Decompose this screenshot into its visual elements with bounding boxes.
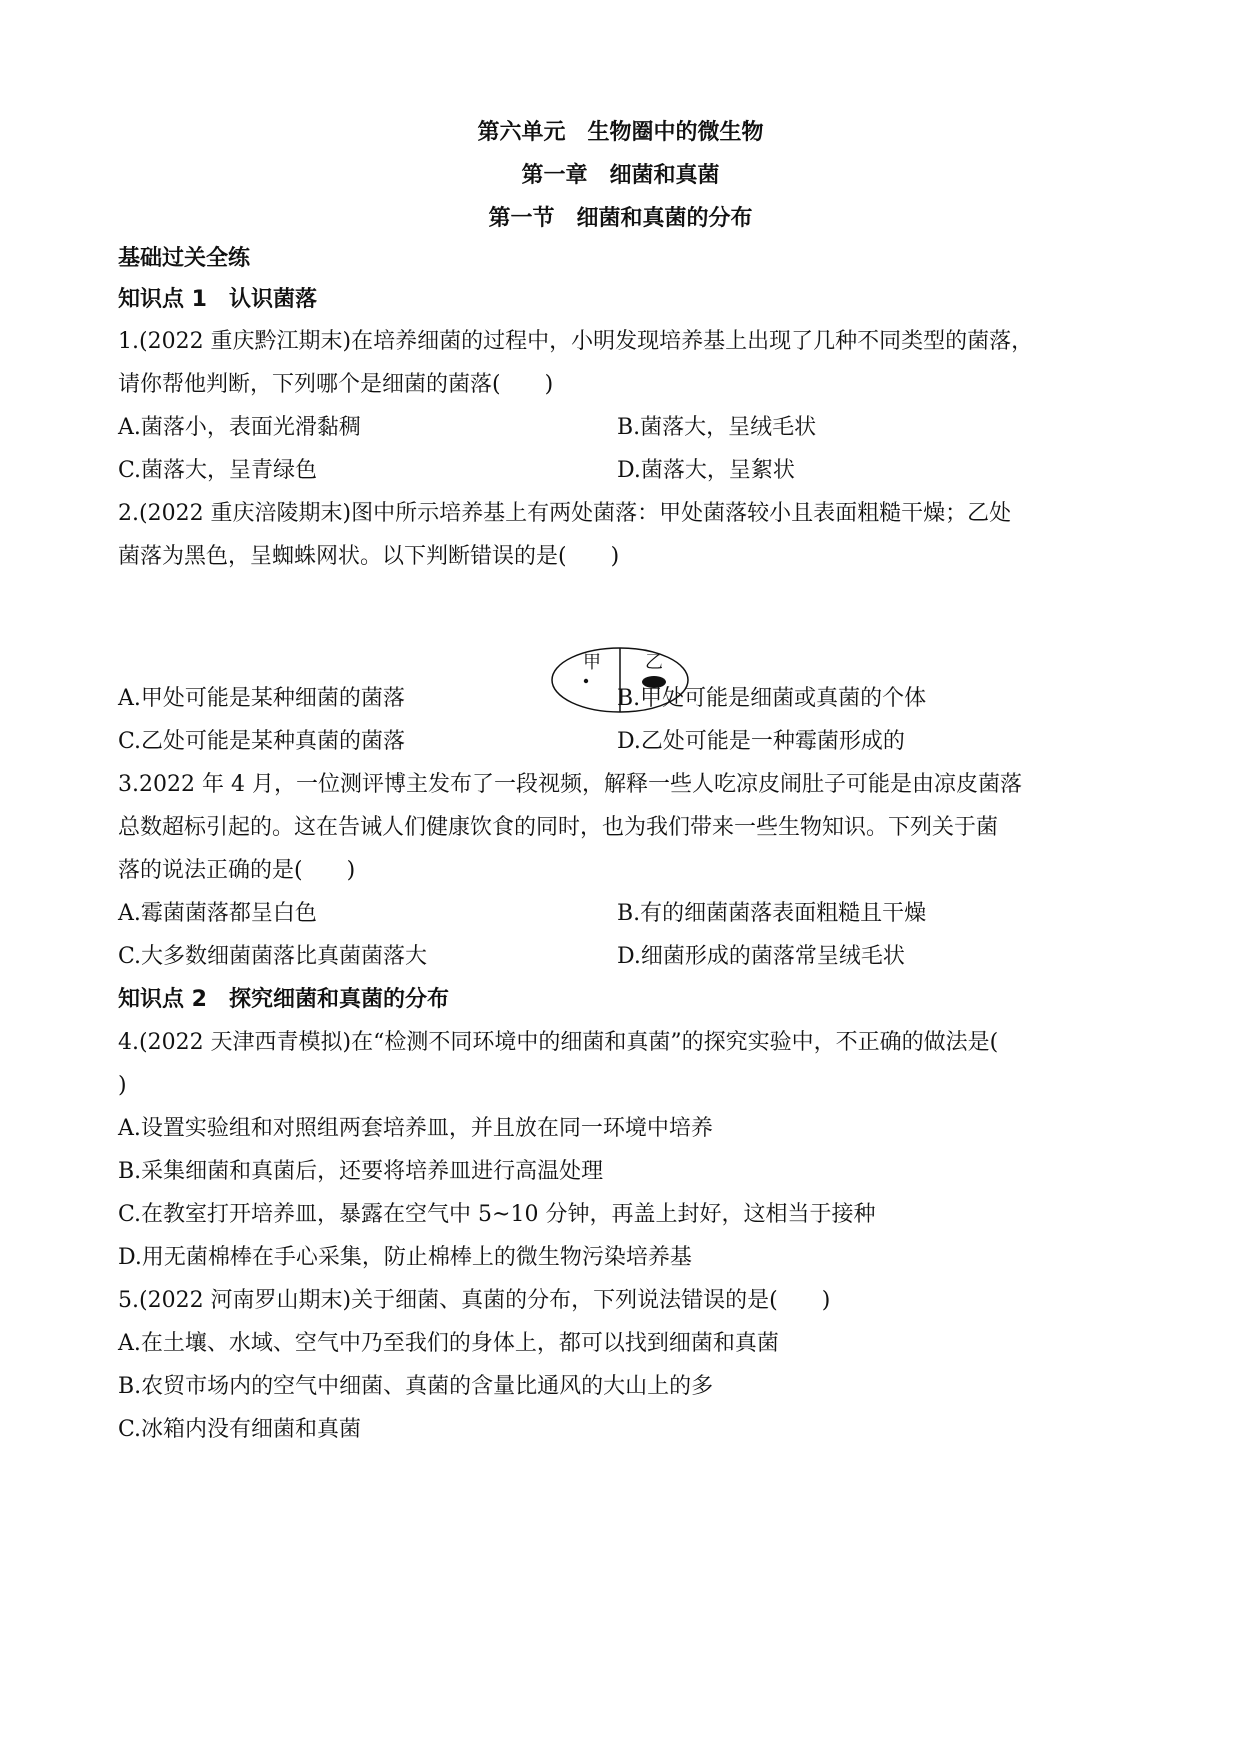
q4-option-d: D.用无菌棉棒在手心采集，防止棉棒上的微生物污染培养基 xyxy=(118,1245,692,1270)
q2-option-b: B.甲处可能是细菌或真菌的个体 xyxy=(617,686,927,711)
q2-option-c: C.乙处可能是某种真菌的菌落 xyxy=(118,729,406,754)
colony-jia xyxy=(584,679,588,683)
knowledge-point-1: 知识点 1 认识菌落 xyxy=(118,287,317,312)
q3-option-a: A.霉菌菌落都呈白色 xyxy=(118,901,317,926)
q5-option-b: B.农贸市场内的空气中细菌、真菌的含量比通风的大山上的多 xyxy=(118,1374,714,1399)
q1-option-d: D.菌落大，呈絮状 xyxy=(617,458,795,483)
q4-stem-line1: 4.(2022 天津西青模拟)在“检测不同环境中的细菌和真菌”的探究实验中，不正确的做法是( xyxy=(118,1030,999,1055)
knowledge-point-2: 知识点 2 探究细菌和真菌的分布 xyxy=(118,987,449,1012)
q1-option-b: B.菌落大，呈绒毛状 xyxy=(617,415,817,440)
q5-stem-line1: 5.(2022 河南罗山期末)关于细菌、真菌的分布，下列说法错误的是( ) xyxy=(118,1288,831,1313)
q4-stem-line2: ) xyxy=(118,1073,127,1098)
figure-label-yi: 乙 xyxy=(645,652,663,673)
practice-heading: 基础过关全练 xyxy=(118,246,251,271)
q2-stem-line1: 2.(2022 重庆涪陵期末)图中所示培养基上有两处菌落：甲处菌落较小且表面粗糙干燥；乙处 xyxy=(118,501,1012,526)
q3-stem-line2: 总数超标引起的。这在告诫人们健康饮食的同时，也为我们带来一些生物知识。下列关于菌 xyxy=(118,815,999,840)
q4-option-c: C.在教室打开培养皿，暴露在空气中 5~10 分钟，再盖上封好，这相当于接种 xyxy=(118,1202,876,1227)
q1-stem-line1: 1.(2022 重庆黔江期末)在培养细菌的过程中，小明发现培养基上出现了几种不同类型的菌落， xyxy=(118,329,1034,354)
q1-stem-line2: 请你帮他判断，下列哪个是细菌的菌落( ) xyxy=(118,372,554,397)
section-title: 第一节 细菌和真菌的分布 xyxy=(488,206,753,231)
q2-stem-line2: 菌落为黑色，呈蜘蛛网状。以下判断错误的是( ) xyxy=(118,544,620,569)
q1-option-c: C.菌落大，呈青绿色 xyxy=(118,458,318,483)
chapter-title: 第一章 细菌和真菌 xyxy=(521,163,720,188)
q4-option-b: B.采集细菌和真菌后，还要将培养皿进行高温处理 xyxy=(118,1159,604,1184)
q3-option-d: D.细菌形成的菌落常呈绒毛状 xyxy=(617,944,905,969)
q3-stem-line3: 落的说法正确的是( ) xyxy=(118,858,356,883)
q2-option-a: A.甲处可能是某种细菌的菌落 xyxy=(118,686,405,711)
q4-option-a: A.设置实验组和对照组两套培养皿，并且放在同一环境中培养 xyxy=(118,1116,713,1141)
q3-option-c: C.大多数细菌菌落比真菌菌落大 xyxy=(118,944,428,969)
q3-option-b: B.有的细菌菌落表面粗糙且干燥 xyxy=(617,901,927,926)
q3-stem-line1: 3.2022 年 4 月，一位测评博主发布了一段视频，解释一些人吃凉皮闹肚子可能是由凉皮菌落 xyxy=(118,772,1022,797)
q1-option-a: A.菌落小，表面光滑黏稠 xyxy=(118,415,361,440)
figure-label-jia: 甲 xyxy=(583,652,601,673)
unit-title: 第六单元 生物圈中的微生物 xyxy=(477,120,764,145)
q5-option-c: C.冰箱内没有细菌和真菌 xyxy=(118,1417,362,1442)
q2-option-d: D.乙处可能是一种霉菌形成的 xyxy=(617,729,905,754)
q5-option-a: A.在土壤、水域、空气中乃至我们的身体上，都可以找到细菌和真菌 xyxy=(118,1331,779,1356)
